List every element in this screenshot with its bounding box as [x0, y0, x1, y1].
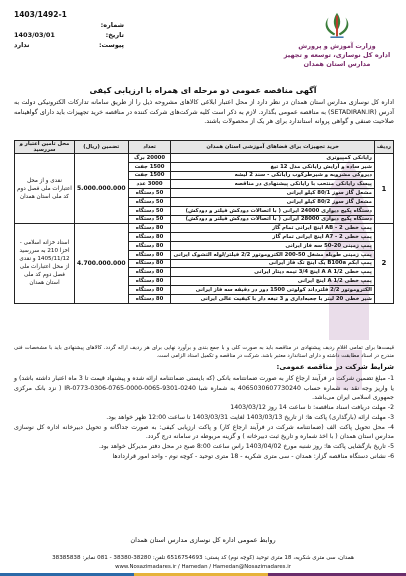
group-number: 2	[374, 224, 393, 303]
item-qty: 80 دستگاه	[128, 250, 171, 259]
date-row	[14, 30, 124, 40]
item-name: رایانکی کمپیوتری	[171, 154, 374, 163]
number-row	[14, 20, 124, 30]
item-qty: 80 دستگاه	[128, 259, 171, 268]
item-qty: 1500 جفت	[128, 171, 171, 180]
item-qty: 50 دستگاه	[128, 197, 171, 206]
table-note: قیمت‌ها برای تمامی اقلام ردیف پیشنهادی در مناقصه باید به صورت کلی و با جمع بندی و برآورد نهایی برای هر ردیف ارائه گردد. کالاهای پیشنهادی باید با مشخصات فنی مندرج در اسناد مطابقت داشته و دارای استاندارد معتبر باشد. شرکت در مناقصه و تکمیل اسناد الزامی است.	[14, 345, 394, 359]
item-name: پمپ خطی 1/2 A اینچ ایرانی	[171, 277, 374, 286]
guarantee-amount: 4.700.000.000	[74, 224, 128, 303]
notice-intro: اداره کل نوسازی مدارس استان همدان در نظر دارد از محل اعتبار ابلاغی کالاهای مشروحه ذیل را از طریق سامانه تدارکات الکترونیکی دولت به آدرس (SETADIRAN.IR) به مناقصه عمومی بگذارد. لازم به ذکر است کلیه شرکت‌های شرکت کننده در مناقصه خرید تجهیزات باید دارای گواهینامه صلاحیت صنفی و گواهی پروانه استاندارد برای هر یک از محصولات باشند.	[14, 99, 394, 126]
date-label: تاریخ:	[105, 31, 124, 39]
header-place: محل تامین اعتبار و سررسید	[15, 141, 75, 154]
item-name: شیر خطی 20 لیتر با جعبه‌اداری و 3 تیغه دار با کیفیت عالی ایرانی	[171, 294, 374, 303]
item-qty: 3000 عدد	[128, 180, 171, 189]
guarantee-amount: 5.000.000.000	[74, 154, 128, 224]
item-qty: 80 دستگاه	[128, 268, 171, 277]
letter-meta	[14, 10, 124, 50]
attachment-row	[14, 40, 124, 50]
notice-title: آگهی مناقصه عمومی دو مرحله ای همراه با ارزیابی کیفی	[89, 86, 317, 95]
letterhead-footer	[0, 554, 406, 576]
item-name: الکتروموتور 2/2 فلترداند کولوتی 1500 دور در دقیقه سه فاز ایرانی	[171, 285, 374, 294]
conditions-title: شرایط شرکت در مناقصه عمومی:	[276, 363, 394, 371]
footer-address: همدان، سی متری شکریه، 18 متری توحید (کوچه نوم) کد پستی: 6516754693 تلفن: 38280-38380 - 081 نمابر: 38385838	[52, 555, 354, 561]
item-name: پمپ آبکم B100a یک اینچ تک فاز ایرانی	[171, 259, 374, 268]
table-header-row	[15, 141, 394, 154]
item-qty: 1500 جفت	[128, 162, 171, 171]
signoff: روابط عمومی اداره کل نوسازی مدارس استان همدان	[130, 536, 276, 544]
item-qty: 50 دستگاه	[128, 206, 171, 215]
item-qty: 80 دستگاه	[128, 294, 171, 303]
item-qty: 50 دستگاه	[128, 189, 171, 198]
attachment-label: پیوست:	[98, 41, 124, 49]
table-row	[15, 224, 394, 233]
item-name: مشعل گاز سوز 80/1 کیلو ایرانی	[171, 189, 374, 198]
header-guarantee: تضمین (ریال)	[74, 141, 128, 154]
funding-place: اسناد خزانه اسلامی - اخزا 210 به سررسید 1405/11/12 و نقدی از محل اعتبارات ملی فصل دوم کد ملی استان همدان	[15, 224, 75, 303]
conditions-list	[14, 374, 394, 461]
funding-place: نقدی و از محل اعتبارات ملی فصل دوم کد ملی استان همدان	[15, 154, 75, 224]
ministry-line: اداره کل نوسازی، توسعه و تجهیز	[283, 51, 391, 59]
footer-web: www.Nosazimadares.ir / Hamedan / Hamedan@Nosazimadares.ir	[115, 564, 291, 570]
item-name: پمپ خطی A7 - 2 اینچ ایرانی تمام گاز	[171, 233, 374, 242]
item-name: مشعل گاز سوز 80/2 کیلو ایرانی	[171, 197, 374, 206]
condition-item: 4- محل تحویل پاکت الف (ضمانتنامه شرکت در فرآیند ارجاع کار) و پاکت ارزیابی کیفی: به صورت جداگانه و تحویل دبیرخانه اداره کل نوسازی مدارس استان همدان ( با اخذ شماره و تاریخ ثبت دبیرخانه ) و گزینه مربوطه در سامانه درج گردد.	[14, 423, 394, 441]
header-count: تعداد	[128, 141, 171, 154]
header-items: خرید تجهیزات برای فضاهای آموزشی استان همدان	[171, 141, 374, 154]
condition-item: 3- مهلت ارائه (بارگذاری) پاکت ها: از تاریخ 1403/03/13 لغایت 1403/03/31 تا ساعت 12:00 ظهر خواهد بود.	[106, 413, 394, 421]
condition-item: 2- مهلت دریافت اسناد مناقصه: تا ساعت 14 روز 1403/03/12	[230, 404, 394, 412]
item-name: دیروکی مشروبه و شیرطرکوب رایانکی - سند 2 لیشه	[171, 171, 374, 180]
table-row	[15, 154, 394, 163]
letter-number: 1403/1492-1	[14, 10, 67, 19]
ministry-line: مدارس استان همدان	[303, 60, 371, 68]
letter-date: 1403/03/01	[14, 31, 55, 39]
item-qty: 80 دستگاه	[128, 285, 171, 294]
item-qty: 80 دستگاه	[128, 233, 171, 242]
item-name: پمپ خطی AB - 2 اینچ ایرانی تمام گاز	[171, 224, 374, 233]
ministry-line: وزارت آموزش و پرورش	[298, 42, 376, 50]
item-name: دستگاه پکیج دیواری 24000 ایرانی ( با اتصالات دودکش فیلتر و دودکش)	[171, 206, 374, 215]
item-name: دستگاه پکیج دیواری 28000 ایرانی ( با اتصالات دودکش فیلتر و دودکش)	[171, 215, 374, 224]
item-qty: 20000 برگ	[128, 154, 171, 163]
item-qty: 50 دستگاه	[128, 215, 171, 224]
number-label: شماره:	[100, 21, 124, 29]
ministry-name	[278, 42, 396, 69]
group-number: 1	[374, 154, 393, 224]
item-name: پمپ زمینی طویله مشغل 50-200 الکتروموتور 2/2 فیلتر/لوله التشوک ایرانی	[171, 250, 374, 259]
ministry-logo	[278, 8, 396, 80]
iran-emblem-icon	[318, 10, 356, 40]
attachment-value: ندارد	[14, 41, 30, 49]
condition-item: 5- تاریخ بازگشایی پاکت ها: روز شنبه مورخ 1403/04/02 راس ساعت 8:00 صبح در محل دفتر مدیرکل خواهد بود.	[98, 442, 394, 450]
condition-item: 1- مبلغ تضمین شرکت در فرآیند ارجاع کار به صورت ضمانتنامه بانکی (که بایستی ضمانتنامه ارائه شده و پیشنهاد قیمت تا 3 ماه اعتبار داشته باشد) و یا واریز وجه نقد به شماره حساب 4065030607730240 به شماره شبا IR-0773-0306-0765-0000-0065-9301-0240 ( نزد بانک مرکزی جمهوری اسلامی ایران می‌باشد.	[14, 375, 394, 402]
item-name: پیسک رایانکی منتحب با رایانکی پیشنهادی در مناقصه	[171, 180, 374, 189]
item-name: پمپ خطی 1/2 A A اینچ 3/4 تیمه دیتار ایرانی	[171, 268, 374, 277]
header-row-number: ردیف	[374, 141, 393, 154]
condition-item: 6- نشانی دستگاه مناقصه گزار: همدان - سی متری شکریه - 18 متری توحید - کوچه نوم - واحد امور قراردادها	[112, 452, 394, 460]
item-name: پمپ زمینی 20-50 سه فاز ایرانی	[171, 241, 374, 250]
item-qty: 80 دستگاه	[128, 224, 171, 233]
item-name: شیر ساده و آرایش رایانکی مدل 12 تیغ	[171, 162, 374, 171]
item-qty: 80 دستگاه	[128, 241, 171, 250]
tender-table	[14, 140, 394, 304]
item-qty: 80 دستگاه	[128, 277, 171, 286]
